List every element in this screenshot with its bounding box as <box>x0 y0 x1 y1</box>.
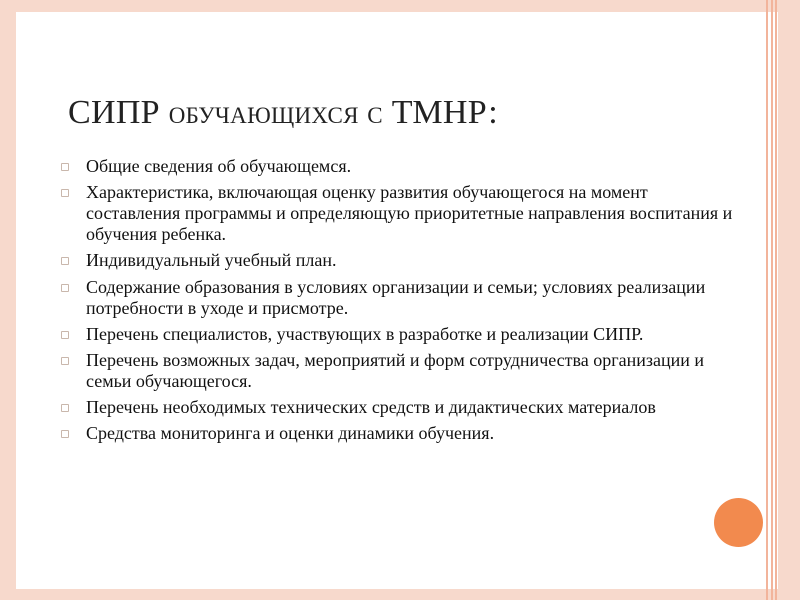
bullet-square-icon <box>61 331 69 339</box>
bullet-square-icon <box>61 189 69 197</box>
bullet-text: Перечень специалистов, участвующих в разработке и реализации СИПР. <box>86 323 644 344</box>
decorative-vertical-line <box>775 0 777 600</box>
title-prefix: СИПР <box>68 94 160 131</box>
bullet-square-icon <box>61 163 69 171</box>
bullet-text: Перечень возможных задач, мероприятий и форм сотрудничества организации и семьи обучающегося. <box>86 349 705 391</box>
decorative-vertical-line <box>771 0 773 600</box>
bullet-square-icon <box>61 357 69 365</box>
list-item <box>61 350 741 392</box>
slide-title <box>68 94 498 132</box>
title-small-caps: обучающихся с <box>168 95 383 131</box>
bullet-square-icon <box>61 404 69 412</box>
list-item <box>61 423 741 444</box>
decorative-vertical-line <box>766 0 768 600</box>
bullet-text: Перечень необходимых технических средств и дидактических материалов <box>86 397 656 418</box>
bullet-list <box>61 156 741 450</box>
list-item <box>61 156 741 177</box>
list-item <box>61 277 741 319</box>
slide-canvas <box>16 12 778 589</box>
title-suffix: ТМНР: <box>391 94 498 131</box>
bullet-text: Общие сведения об обучающемся. <box>86 156 352 176</box>
bullet-text: Средства мониторинга и оценки динамики обучения. <box>86 423 495 444</box>
bullet-square-icon <box>61 257 69 265</box>
bullet-text: Характеристика, включающая оценку развития обучающегося на момент составления программы и определяющую приоритетные направления воспитания и обучения ребенка. <box>86 182 733 245</box>
decorative-circle <box>714 498 763 547</box>
list-item <box>61 182 741 245</box>
bullet-text: Индивидуальный учебный план. <box>86 250 337 271</box>
list-item <box>61 397 741 418</box>
bullet-square-icon <box>61 430 69 438</box>
bullet-text: Содержание образования в условиях организации и семьи; условиях реализации потребности в уходе и присмотре. <box>86 276 706 318</box>
bullet-square-icon <box>61 284 69 292</box>
list-item <box>61 324 741 345</box>
list-item <box>61 250 741 271</box>
